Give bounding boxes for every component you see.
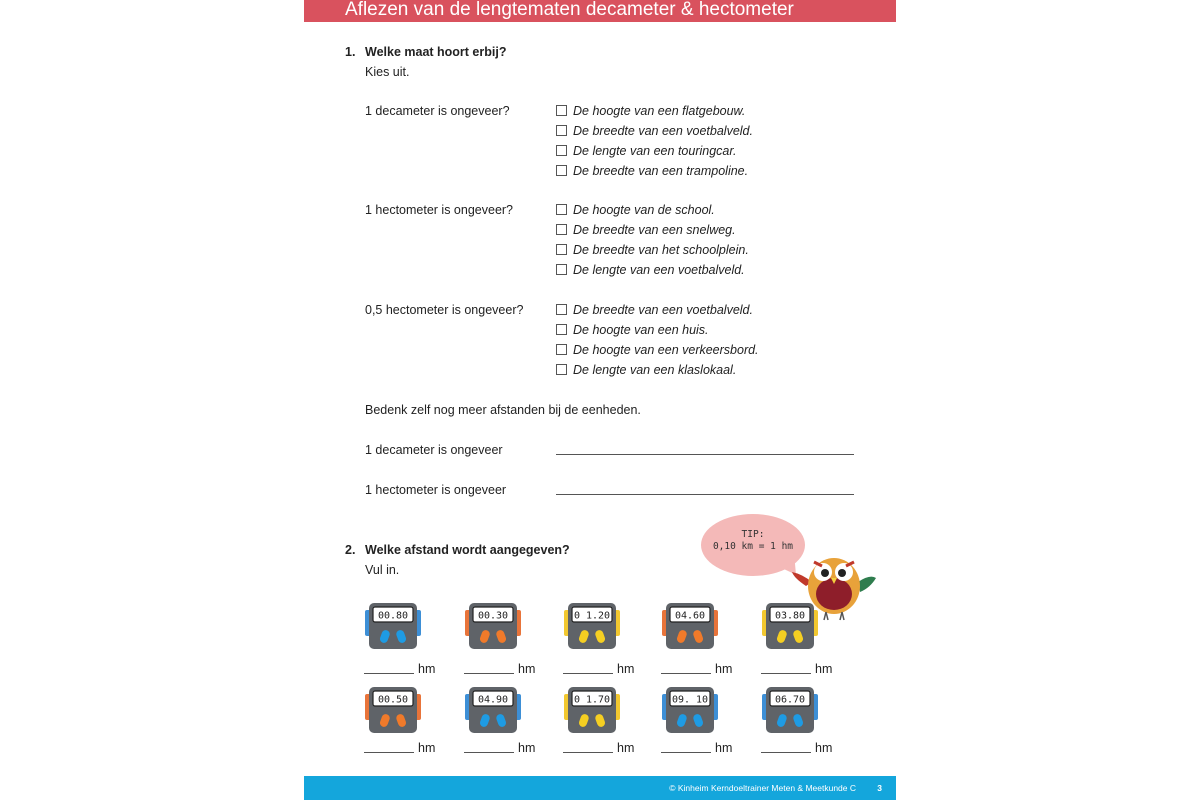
q1-option[interactable] — [556, 143, 737, 159]
meter-device — [563, 602, 621, 652]
meter-device — [364, 602, 422, 652]
hm-answer-line[interactable] — [464, 673, 514, 674]
checkbox[interactable] — [556, 304, 567, 315]
checkbox[interactable] — [556, 125, 567, 136]
fill-prompt-decameter: 1 decameter is ongeveer — [365, 443, 503, 457]
checkbox[interactable] — [556, 145, 567, 156]
checkbox[interactable] — [556, 165, 567, 176]
unit-label: hm — [715, 741, 733, 755]
answer-line-hectometer[interactable] — [556, 494, 854, 495]
q1-option-label: De breedte van het schoolplein. — [573, 243, 749, 257]
worksheet-page — [304, 0, 896, 800]
meter-display: 09. 10 — [671, 694, 709, 706]
checkbox[interactable] — [556, 224, 567, 235]
q1-option[interactable] — [556, 123, 753, 139]
meter-device — [464, 602, 522, 652]
page-number: 3 — [877, 783, 882, 793]
tip-label: TIP: — [741, 529, 765, 540]
meter-device — [563, 686, 621, 736]
q1-option[interactable] — [556, 242, 749, 258]
hm-answer-line[interactable] — [761, 752, 811, 753]
meter-display: 04.60 — [674, 610, 706, 622]
unit-label: hm — [617, 741, 635, 755]
unit-label: hm — [617, 662, 635, 676]
q1-option-label: De breedte van een voetbalveld. — [573, 303, 753, 317]
q1-option[interactable] — [556, 362, 736, 378]
q1-option-label: De hoogte van een flatgebouw. — [573, 104, 746, 118]
q1-option[interactable] — [556, 202, 715, 218]
hm-answer-line[interactable] — [364, 752, 414, 753]
unit-label: hm — [418, 662, 436, 676]
answer-line-decameter[interactable] — [556, 454, 854, 455]
unit-label: hm — [518, 662, 536, 676]
header-bar — [304, 0, 896, 22]
hm-answer-line[interactable] — [563, 673, 613, 674]
q1-option-label: De lengte van een voetbalveld. — [573, 263, 745, 277]
q1-option-label: De hoogte van de school. — [573, 203, 715, 217]
q1-option[interactable] — [556, 103, 745, 119]
q1-option[interactable] — [556, 163, 748, 179]
meter-display: 0 1.20 — [573, 610, 611, 622]
checkbox[interactable] — [556, 364, 567, 375]
q1-option-label: De breedte van een voetbalveld. — [573, 124, 753, 138]
tip-text: 0,10 km = 1 hm — [712, 541, 794, 552]
meter-device — [761, 602, 819, 652]
q1-option[interactable] — [556, 342, 759, 358]
checkbox[interactable] — [556, 105, 567, 116]
unit-label: hm — [518, 741, 536, 755]
meter-display: 03.80 — [774, 610, 806, 622]
q2-instruction: Vul in. — [365, 563, 400, 577]
meter-display: 00.30 — [477, 610, 509, 622]
hm-answer-line[interactable] — [464, 752, 514, 753]
meter-device — [364, 686, 422, 736]
q1-group-prompt: 1 hectometer is ongeveer? — [365, 203, 514, 217]
q1-option-label: De lengte van een klaslokaal. — [573, 363, 737, 377]
q2-title: Welke afstand wordt aangegeven? — [365, 543, 570, 557]
meter-device — [464, 686, 522, 736]
meter-display: 04.90 — [477, 694, 509, 706]
hm-answer-line[interactable] — [563, 752, 613, 753]
hm-answer-line[interactable] — [364, 673, 414, 674]
q1-option-label: De breedte van een trampoline. — [573, 164, 749, 178]
hm-answer-line[interactable] — [661, 673, 711, 674]
hm-answer-line[interactable] — [661, 752, 711, 753]
meter-display: 0 1.70 — [573, 694, 611, 706]
q2-number: 2. — [345, 543, 356, 557]
q1-extra-instruction: Bedenk zelf nog meer afstanden bij de eenheden. — [365, 403, 641, 417]
checkbox[interactable] — [556, 244, 567, 255]
q1-group-prompt: 1 decameter is ongeveer? — [365, 104, 510, 118]
meter-display: 06.70 — [774, 694, 806, 706]
q1-option-label: De hoogte van een verkeersbord. — [573, 343, 759, 357]
checkbox[interactable] — [556, 204, 567, 215]
unit-label: hm — [715, 662, 733, 676]
fill-prompt-hectometer: 1 hectometer is ongeveer — [365, 483, 507, 497]
checkbox[interactable] — [556, 324, 567, 335]
q1-title: Welke maat hoort erbij? — [365, 45, 507, 59]
meter-device — [761, 686, 819, 736]
unit-label: hm — [815, 662, 833, 676]
meter-device — [661, 602, 719, 652]
q1-option-label: De hoogte van een huis. — [573, 323, 709, 337]
checkbox[interactable] — [556, 264, 567, 275]
unit-label: hm — [418, 741, 436, 755]
q1-option[interactable] — [556, 322, 709, 338]
footer-bar — [304, 776, 896, 800]
q1-option[interactable] — [556, 302, 753, 318]
meter-device — [661, 686, 719, 736]
checkbox[interactable] — [556, 344, 567, 355]
q1-option[interactable] — [556, 262, 745, 278]
q1-instruction: Kies uit. — [365, 65, 410, 79]
meter-display: 00.50 — [377, 694, 409, 706]
q1-option[interactable] — [556, 222, 736, 238]
unit-label: hm — [815, 741, 833, 755]
q1-number: 1. — [345, 45, 356, 59]
q1-group-prompt: 0,5 hectometer is ongeveer? — [365, 303, 524, 317]
footer-copyright: © Kinheim Kerndoeltrainer Meten & Meetkunde C — [669, 783, 856, 793]
meter-display: 00.80 — [377, 610, 409, 622]
q1-option-label: De breedte van een snelweg. — [573, 223, 736, 237]
q1-option-label: De lengte van een touringcar. — [573, 144, 737, 158]
page-title: Aflezen van de lengtematen decameter & hectometer — [345, 0, 794, 20]
hm-answer-line[interactable] — [761, 673, 811, 674]
